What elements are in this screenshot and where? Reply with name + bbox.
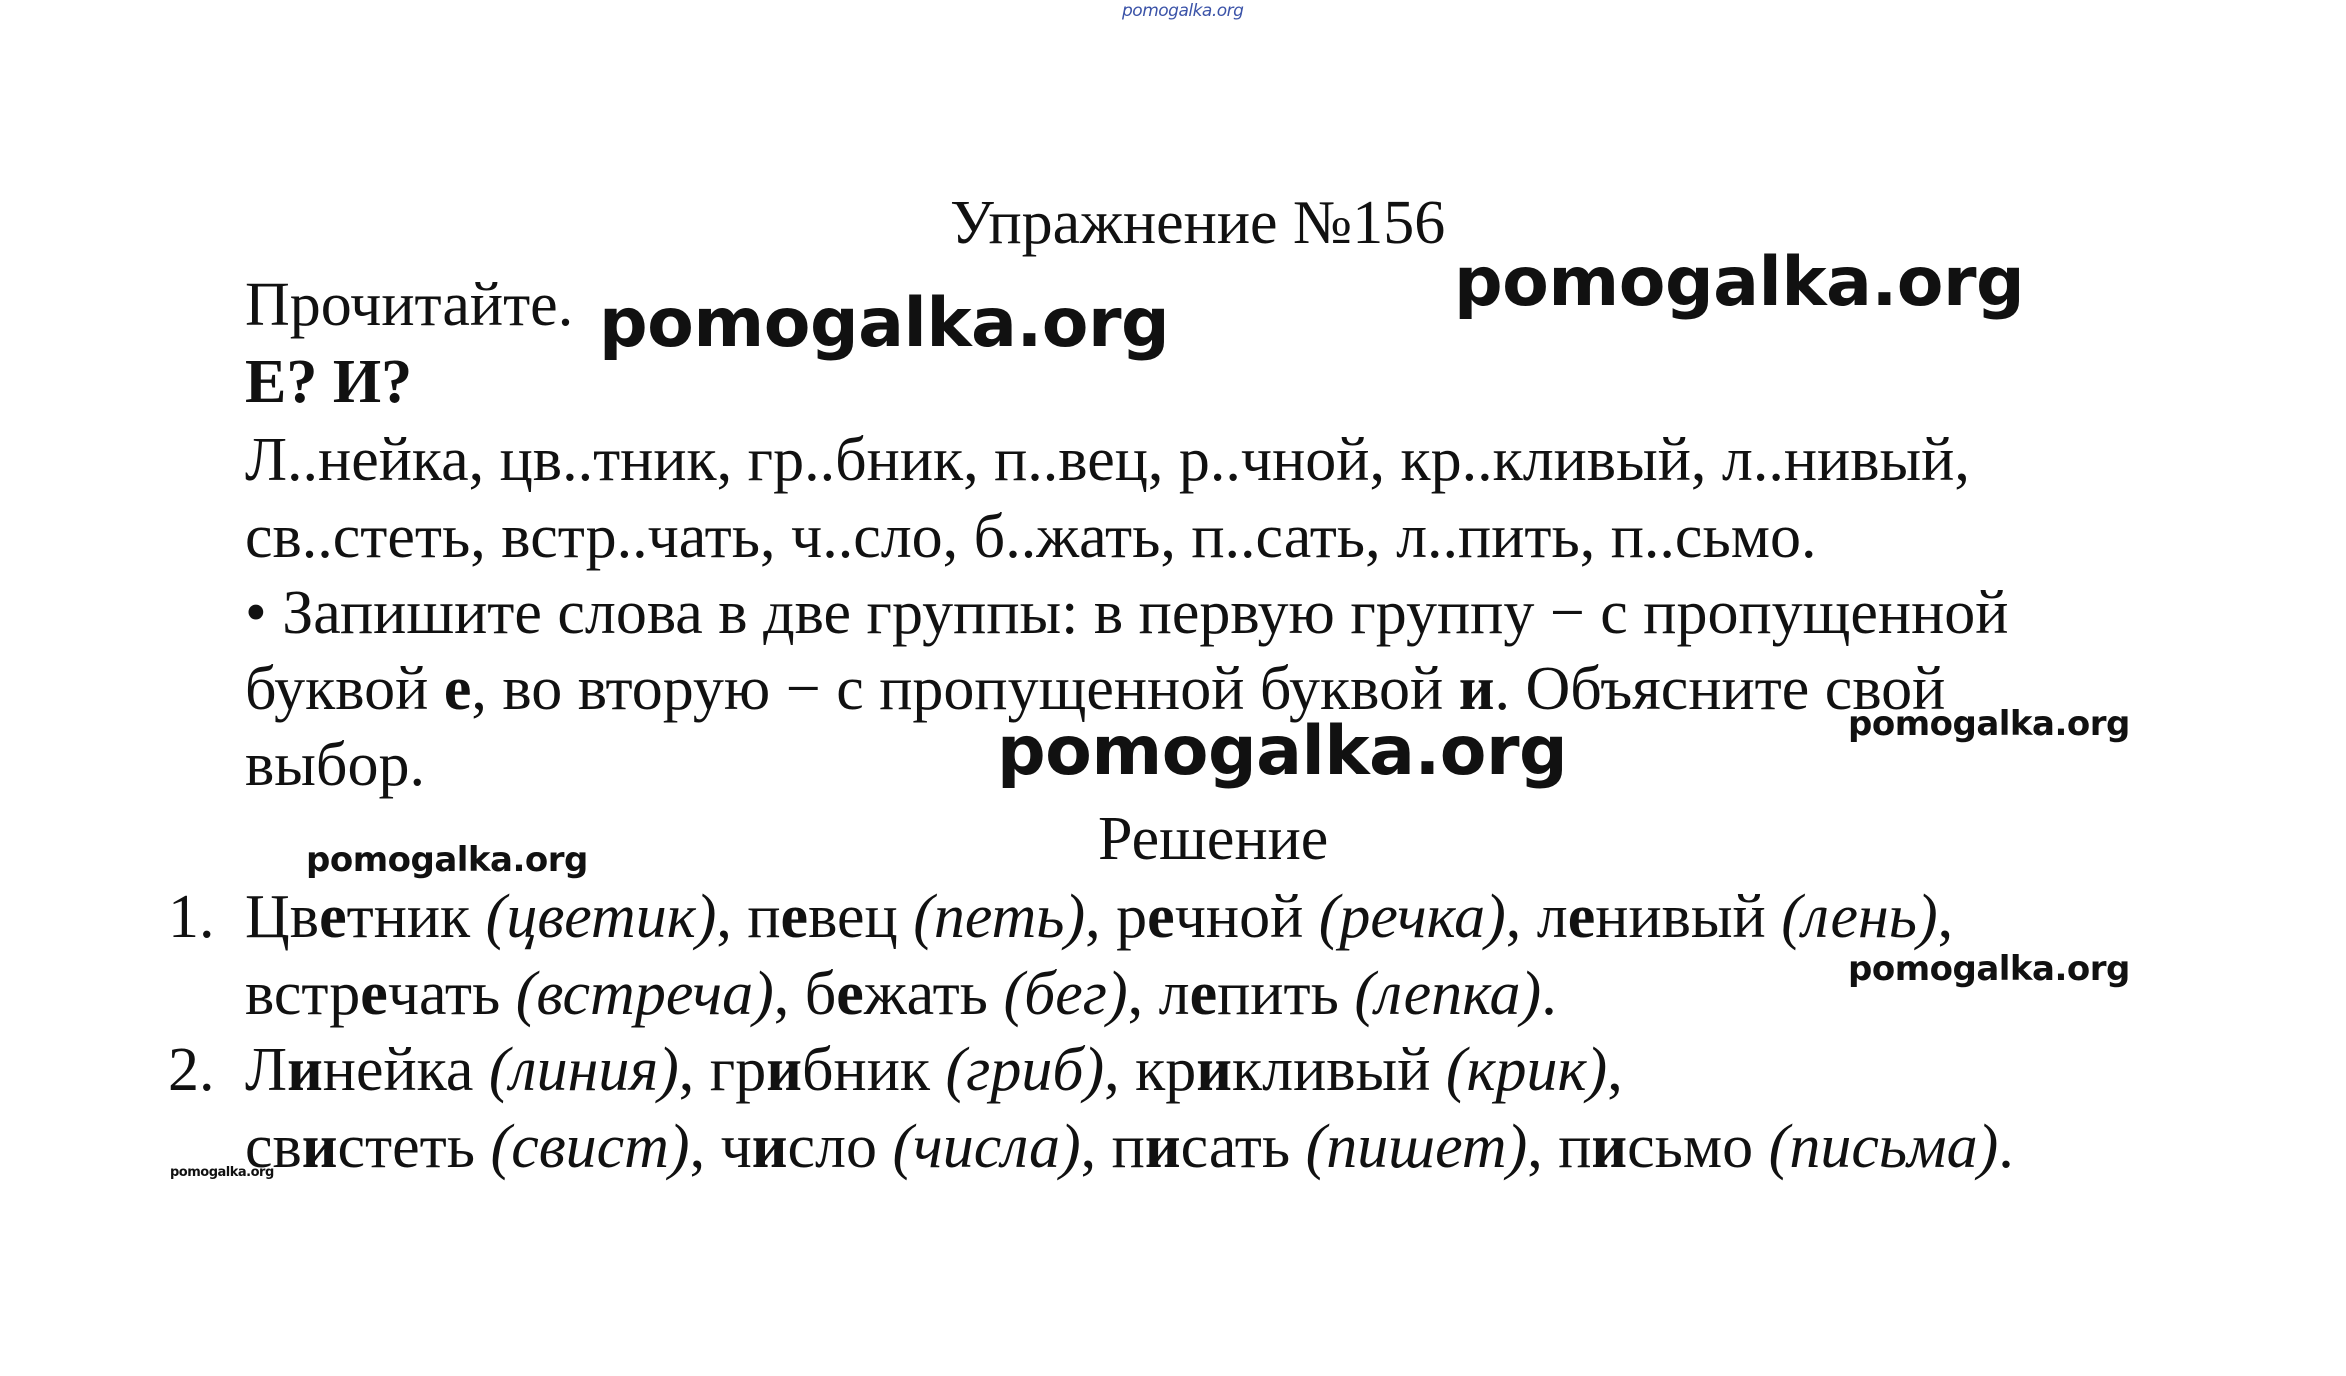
answer-letter: е	[1189, 960, 1218, 1028]
answer-letter: и	[1591, 1113, 1628, 1181]
task-text: , во вторую − с пропущенной буквой	[471, 655, 1459, 723]
watermark: pomogalka.org	[1848, 949, 2130, 989]
answer-hint: (речка)	[1318, 883, 1506, 951]
watermark: pomogalka.org	[997, 712, 1568, 791]
answer-hint: (лепка)	[1354, 960, 1542, 1028]
answer-letter: е	[780, 883, 809, 951]
answer-letter: и	[751, 1113, 788, 1181]
answer-text: .	[1998, 1113, 2014, 1181]
answer-letter: е	[319, 883, 347, 951]
task-line: выбор.	[245, 731, 425, 799]
answer-text: сло	[787, 1113, 893, 1181]
answer-text: сьмо	[1627, 1113, 1769, 1181]
answer-letter: е	[1567, 883, 1596, 951]
answer-text: , кр	[1104, 1036, 1197, 1104]
task-line	[245, 652, 1945, 726]
answer-hint: (письма)	[1768, 1113, 1999, 1181]
answer-text: вец	[808, 883, 914, 951]
task-letter-i: и	[1458, 655, 1495, 723]
answer-text: , б	[773, 960, 837, 1028]
answer-text: бник	[801, 1036, 946, 1104]
answer-hint: (встреча)	[515, 960, 774, 1028]
answer-text: нивый	[1595, 883, 1782, 951]
answer-text: .	[1541, 960, 1557, 1028]
exercise-intro: Прочитайте.	[245, 271, 574, 339]
list-number: 2.	[168, 1036, 215, 1104]
words-line: св..стеть, встр..чать, ч..сло, б..жать, п..сать, л..пить, п..сьмо.	[245, 503, 1817, 571]
watermark-top: pomogalka.org	[1122, 1, 1244, 21]
watermark: pomogalka.org	[306, 840, 588, 880]
watermark: pomogalka.org	[599, 284, 1170, 363]
answer-text: , ч	[689, 1113, 752, 1181]
watermark: pomogalka.org	[1454, 243, 2025, 322]
task-letter-e: е	[443, 655, 472, 723]
answer-hint: (лень)	[1781, 883, 1938, 951]
answer-hint: (петь)	[913, 883, 1086, 951]
task-line: • Запишите слова в две группы: в первую группу − с пропущенной	[245, 579, 2009, 647]
answer-line	[245, 1110, 2014, 1184]
answer-hint: (гриб)	[945, 1036, 1105, 1104]
answer-hint: (цветик)	[485, 883, 717, 951]
answer-letter: и	[1144, 1113, 1181, 1181]
answer-text: , п	[1527, 1113, 1592, 1181]
answer-text: Л	[245, 1036, 288, 1104]
answer-line	[245, 1033, 1623, 1107]
words-line: Л..нейка, цв..тник, гр..бник, п..вец, р..чной, кр..кливый, л..нивый,	[245, 426, 1970, 494]
answer-text: ,	[1607, 1036, 1623, 1104]
answer-hint: (линия)	[488, 1036, 679, 1104]
answer-letter: е	[1147, 883, 1175, 951]
answer-text: Цв	[245, 883, 320, 951]
answer-letter: и	[766, 1036, 802, 1104]
answer-hint: (крик)	[1445, 1036, 1608, 1104]
answer-text: , л	[1505, 883, 1568, 951]
answer-text: чной	[1174, 883, 1319, 951]
solution-title: Решение	[1098, 805, 1329, 873]
answer-text: , п	[716, 883, 781, 951]
watermark: pomogalka.org	[1848, 704, 2130, 744]
task-text: . Объясните свой	[1494, 655, 1946, 723]
answer-text: , п	[1080, 1113, 1145, 1181]
answer-letter: и	[287, 1036, 323, 1104]
list-number: 1.	[168, 883, 215, 951]
answer-hint: (числа)	[892, 1113, 1081, 1181]
answer-text: сать	[1180, 1113, 1306, 1181]
exercise-title: Упражнение №156	[950, 189, 1446, 257]
answer-text: , р	[1085, 883, 1148, 951]
answer-text: ,	[1937, 883, 1954, 951]
answer-text: нейка	[322, 1036, 489, 1104]
answer-hint: (пишет)	[1305, 1113, 1528, 1181]
answer-text: тник	[346, 883, 486, 951]
answer-text: пить	[1217, 960, 1355, 1028]
exercise-heading: Е? И?	[245, 348, 413, 416]
answer-text: св	[245, 1113, 302, 1181]
answer-letter: е	[836, 960, 864, 1028]
answer-hint: (бег)	[1003, 960, 1128, 1028]
answer-letter: и	[301, 1113, 338, 1181]
answer-text: чать	[387, 960, 516, 1028]
answer-text: кливый	[1232, 1036, 1446, 1104]
answer-text: встр	[245, 960, 361, 1028]
answer-letter: и	[1196, 1036, 1233, 1104]
answer-line	[245, 880, 1953, 954]
answer-line	[245, 957, 1557, 1031]
answer-text: жать	[863, 960, 1004, 1028]
answer-letter: е	[360, 960, 388, 1028]
task-text: буквой	[245, 655, 444, 723]
answer-text: , гр	[678, 1036, 767, 1104]
watermark: pomogalka.org	[170, 1165, 274, 1180]
answer-text: стеть	[337, 1113, 491, 1181]
answer-hint: (свист)	[490, 1113, 690, 1181]
answer-text: , л	[1127, 960, 1190, 1028]
